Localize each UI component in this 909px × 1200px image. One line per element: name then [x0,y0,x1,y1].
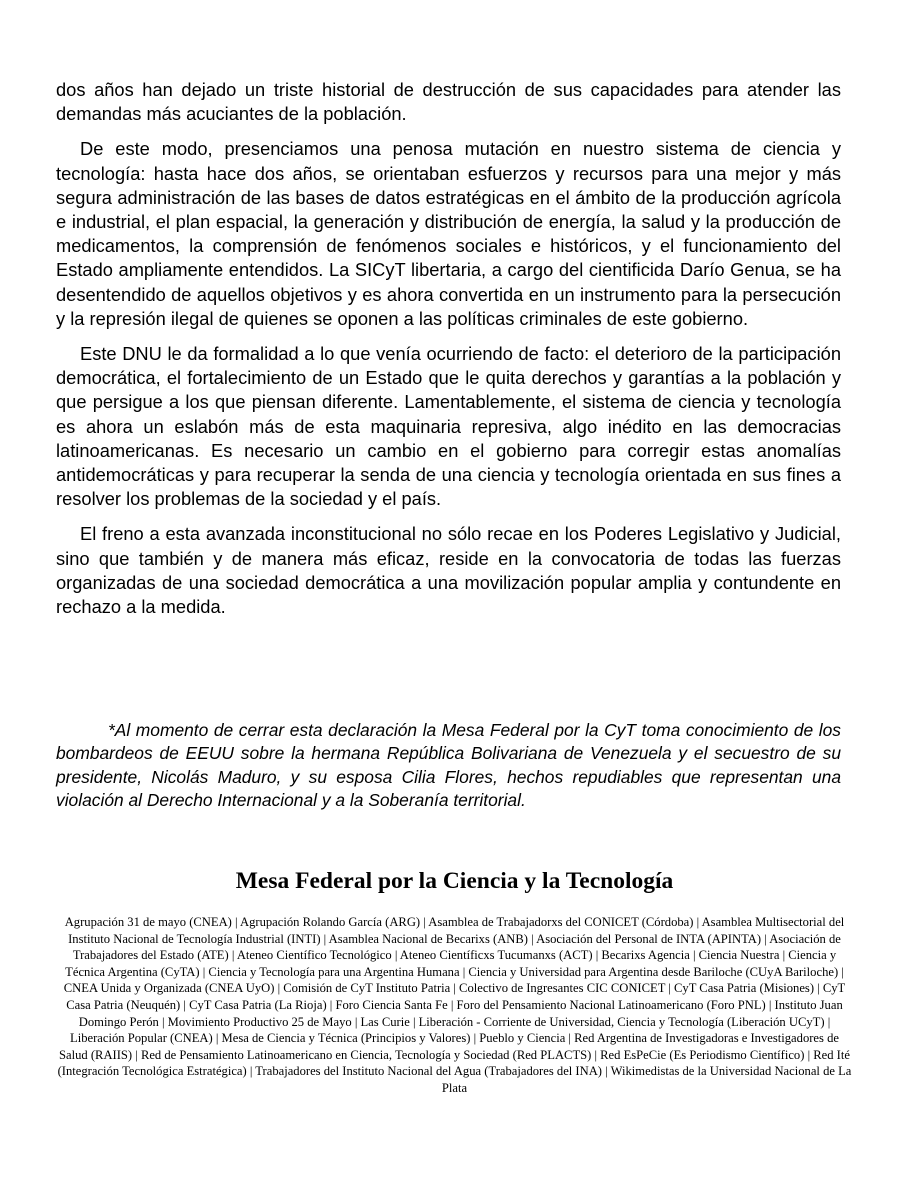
paragraph-2: De este modo, presenciamos una penosa mutación en nuestro sistema de ciencia y tecnología: hasta hace dos años, se orientaban esfuerzos y recursos para una mejor y más segura administración de las bases de datos estratégicas en el ámbito de la producción agrícola e industrial, el plan espacial, la generación y distribución de energía, la salud y la producción de medicamentos, la comprensión de fenómenos sociales e históricos, y el funcionamiento del Estado ampliamente entendidos. La SICyT libertaria, a cargo del cientificida Darío Genua, se ha desentendido de aquellos objetivos y es ahora convertida en un instrumento para la persecución y la represión ilegal de quienes se oponen a las políticas criminales de este gobierno. [56,138,841,329]
member-organizations-list: Agrupación 31 de mayo (CNEA) | Agrupación Rolando García (ARG) | Asamblea de Trabajadorxs del CONICET (Córdoba) | Asamblea Multisectorial del Instituto Nacional de Tecnología Industrial (INTI) | Asamblea Nacional de Becarixs (ANB) | Asociación del Personal de INTA (APINTA) | Asociación de Trabajadores del Estado (ATE) | Ateneo Científico Tecnológico | Ateneo Científicxs Tucumanxs (ACT) | Becarixs Agencia | Ciencia Nuestra | Ciencia y Técnica Argentina (CyTA) | Ciencia y Tecnología para una Argentina Humana | Ciencia y Universidad para Argentina desde Bariloche (CUyA Bariloche) | CNEA Unida y Organizada (CNEA UyO) | Comisión de CyT Instituto Patria | Colectivo de Ingresantes CIC CONICET | CyT Casa Patria (Misiones) | CyT Casa Patria (Neuquén) | CyT Casa Patria (La Rioja) | Foro Ciencia Santa Fe | Foro del Pensamiento Nacional Latinoamericano (Foro PNL) | Instituto Juan Domingo Perón | Movimiento Productivo 25 de Mayo | Las Curie | Liberación - Corriente de Universidad, Ciencia y Tecnología (Liberación UCyT) | Liberación Popular (CNEA) | Mesa de Ciencia y Técnica (Principios y Valores) | Pueblo y Ciencia | Red Argentina de Investigadoras e Investigadores de Salud (RAIIS) | Red de Pensamiento Latinoamericano en Ciencia, Tecnología y Sociedad (Red PLACTS) | Red EsPeCie (Es Periodismo Científico) | Red Ité (Integración Tecnológica Estratégica) | Trabajadores del Instituto Nacional del Agua (Trabajadores del INA) | Wikimedistas de la Universidad Nacional de La Plata [57,915,852,1095]
document-body [56,78,841,630]
paragraph-4: El freno a esta avanzada inconstitucional no sólo recae en los Poderes Legislativo y Judicial, sino que también y de manera más eficaz, reside en la convocatoria de todas las fuerzas organizadas de una sociedad democrática a una movilización popular amplia y contundente en rechazo a la medida. [56,523,841,618]
paragraph-3: Este DNU le da formalidad a lo que venía ocurriendo de facto: el deterioro de la participación democrática, el fortalecimiento de un Estado que le quita derechos y garantías a la población y que persigue a los que piensan diferente. Lamentablemente, el sistema de ciencia y tecnología es ahora un eslabón más de esta maquinaria represiva, algo inédito en las democracias latinoamericanas. Es necesario un cambio en el gobierno para corregir estas anomalías antidemocráticas y para recuperar la senda de una ciencia y tecnología orientada en sus fines a resolver los problemas de la sociedad y el país. [56,343,841,510]
paragraph-1: dos años han dejado un triste historial de destrucción de sus capacidades para atender las demandas más acuciantes de la población. [56,79,841,125]
signature-title: Mesa Federal por la Ciencia y la Tecnología [235,868,674,894]
italic-footnote: *Al momento de cerrar esta declaración la Mesa Federal por la CyT toma conocimiento de los bombardeos de EEUU sobre la hermana República Bolivariana de Venezuela y el secuestro de su presidente, Nicolás Maduro, y su esposa Cilia Flores, hechos repudiables que representan una violación al Derecho Internacional y a la Soberanía territorial. [56,720,841,810]
